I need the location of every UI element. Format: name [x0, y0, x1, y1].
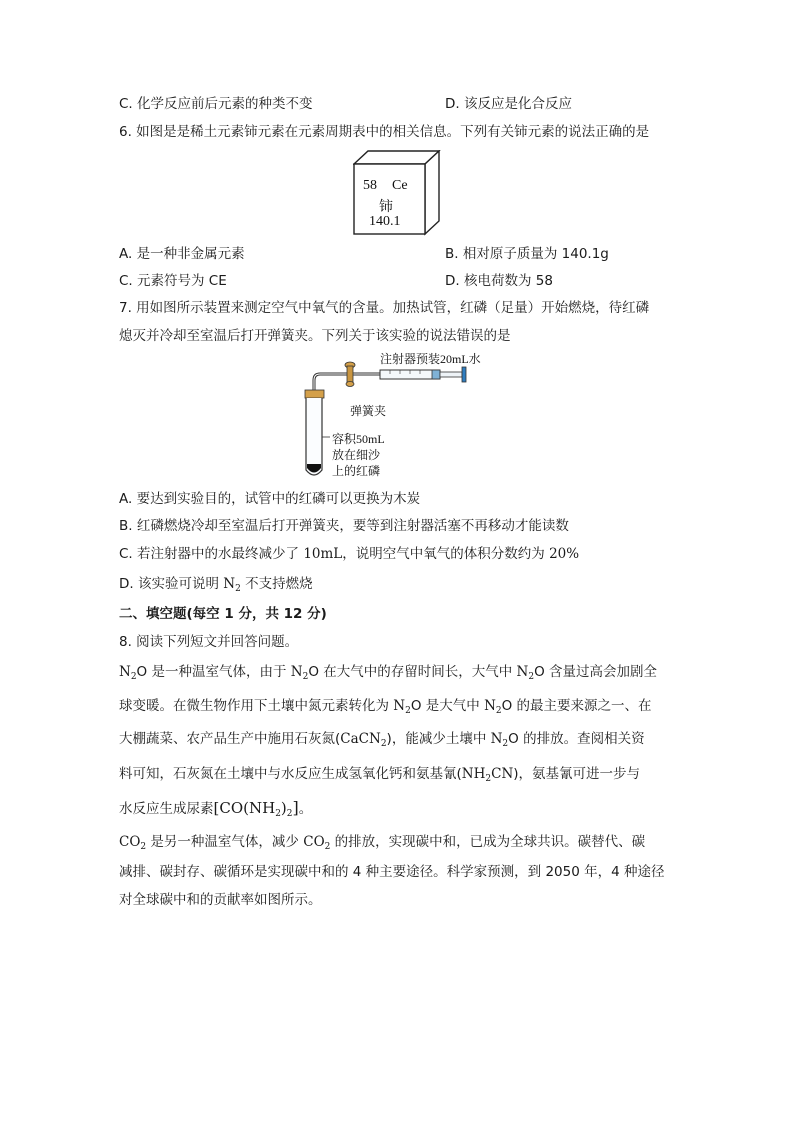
- tube-label-3: 上的红磷: [332, 464, 381, 478]
- tube-label-2: 放在细沙: [332, 448, 381, 462]
- q7-option-a: A. 要达到实验目的，试管中的红磷可以更换为木炭: [119, 491, 421, 507]
- element-number: 58: [363, 178, 377, 193]
- q8-p1-line2: 球变暖。在微生物作用下土壤中氮元素转化为 $N_2O$ 是大气中 $N_2O$ 的最主要来源之一、在: [119, 698, 652, 716]
- oxygen-experiment-figure: [300, 352, 500, 486]
- test-tube-icon: [305, 390, 324, 475]
- element-mass: 140.1: [369, 214, 401, 229]
- q8-p2-line2: 减排、碳封存、碳循环是实现碳中和的 4 种主要途径。科学家预测，到 2050 年，4 种途径: [119, 864, 665, 880]
- q7-option-b: B. 红磷燃烧冷却至室温后打开弹簧夹，要等到注射器活塞不再移动才能读数: [119, 518, 569, 534]
- clamp-label: 弹簧夹: [350, 404, 387, 418]
- q7-stem-line1: 7. 用如图所示装置来测定空气中氧气的含量。加热试管，红磷（足量）开始燃烧，待红磷: [119, 300, 650, 316]
- q8-p2-line1: $CO_2$ 是另一种温室气体，减少 $CO_2$ 的排放，实现碳中和，已成为全球共识。碳替代、碳: [119, 834, 646, 852]
- q8-stem: 8. 阅读下列短文并回答问题。: [119, 634, 299, 650]
- q7-option-c: C. 若注射器中的水最终减少了 10mL，说明空气中氧气的体积分数约为 20%: [119, 546, 580, 562]
- q8-p1-line1: $N_2O$ 是一种温室气体，由于 $N_2O$ 在大气中的存留时间长，大气中 $N_2O$ 含量过高会加剧全: [119, 664, 657, 682]
- q6-option-d: D. 核电荷数为 58: [445, 273, 553, 289]
- q7-option-d: D. 该实验可说明 $N_2$ 不支持燃烧: [119, 576, 313, 594]
- q8-p1-line3: 大棚蔬菜、农产品生产中施用石灰氮(CaCN$_2$)，能减少土壤中 $N_2O$ 的排放。查阅相关资: [119, 731, 645, 749]
- element-card-figure: [353, 150, 443, 240]
- q6-option-a: A. 是一种非金属元素: [119, 246, 245, 262]
- q6-option-c: C. 元素符号为 CE: [119, 273, 227, 289]
- syringe-icon: [380, 367, 466, 382]
- syringe-label: 注射器预装20mL水: [380, 352, 481, 366]
- section-2-heading: 二、填空题(每空 1 分，共 12 分): [119, 606, 327, 622]
- q7-stem-line2: 熄灭并冷却至室温后打开弹簧夹。下列关于该实验的说法错误的是: [119, 328, 511, 344]
- q6-stem: 6. 如图是是稀土元素铈元素在元素周期表中的相关信息。下列有关铈元素的说法正确的是: [119, 124, 650, 140]
- q5-option-c: C. 化学反应前后元素的种类不变: [119, 96, 313, 112]
- element-name: 铈: [379, 200, 393, 215]
- tube-label-1: 容积50mL: [332, 432, 385, 446]
- q8-p2-line3: 对全球碳中和的贡献率如图所示。: [119, 892, 322, 908]
- element-symbol: Ce: [392, 178, 408, 193]
- apparatus-drawing: [300, 352, 500, 482]
- q8-p1-line5: 水反应生成尿素$[CO(NH_2)_2]$。: [119, 798, 313, 819]
- q6-option-b: B. 相对原子质量为 140.1g: [445, 246, 609, 262]
- q5-option-d: D. 该反应是化合反应: [445, 96, 572, 112]
- q8-p1-line4: 料可知，石灰氮在土壤中与水反应生成氢氧化钙和氨基氰$(NH_2CN)$，氨基氰可进一步与: [119, 766, 641, 784]
